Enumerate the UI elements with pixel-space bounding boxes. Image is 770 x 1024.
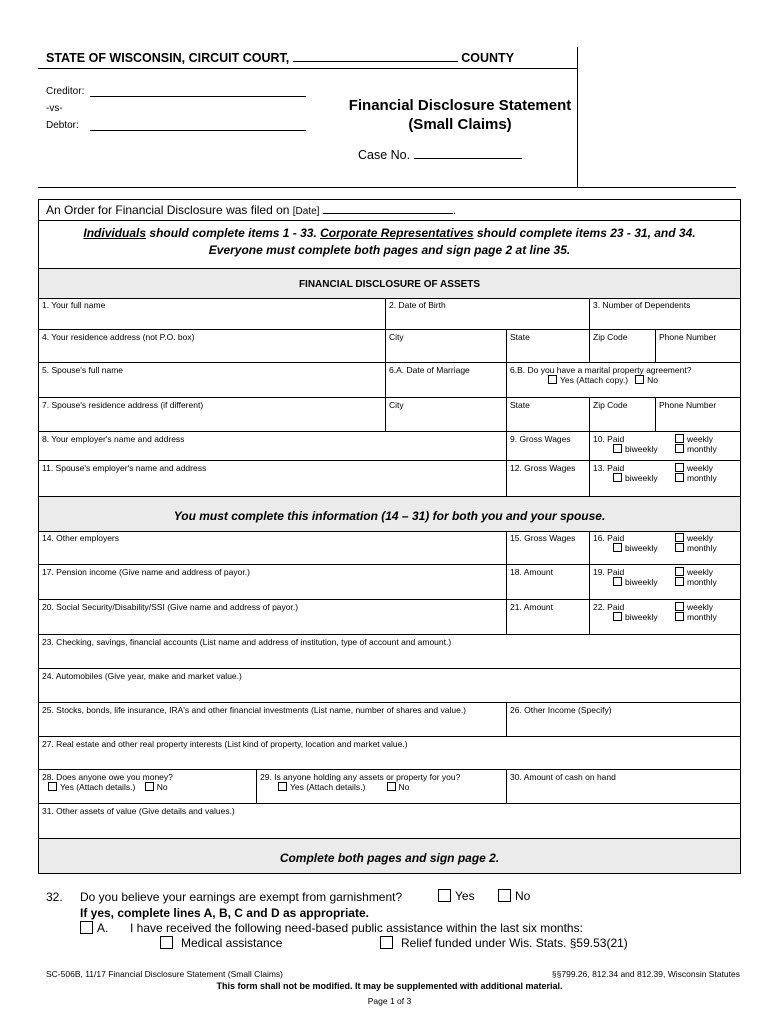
- q32-a-label: A.: [97, 921, 109, 935]
- case-no: [358, 146, 522, 162]
- paid-13-biweekly-checkbox[interactable]: [613, 473, 622, 482]
- marital-no-checkbox[interactable]: [635, 375, 644, 384]
- paid-10-biweekly-label: biweekly: [625, 444, 658, 454]
- q32-no-label: No: [515, 889, 531, 903]
- medical-assistance: [160, 936, 282, 950]
- instructions-line2: Everyone must complete both pages and sign page 2 at line 35.: [208, 243, 571, 257]
- field-gross-wages-15[interactable]: 15. Gross Wages: [507, 531, 590, 565]
- q32-yes: [438, 889, 475, 903]
- holding-assets-label: 29. Is anyone holding any assets or property for you?: [260, 772, 461, 782]
- paid-16-monthly-checkbox[interactable]: [675, 543, 684, 552]
- field-paid-22: [590, 600, 740, 635]
- case-no-field[interactable]: [414, 146, 522, 159]
- order-date-field[interactable]: [323, 202, 453, 214]
- field-date-of-birth[interactable]: 2. Date of Birth: [386, 298, 590, 330]
- paid-16-label: 16. Paid: [593, 533, 625, 543]
- field-zip[interactable]: Zip Code: [590, 330, 656, 363]
- field-spouse-employer[interactable]: 11. Spouse's employer's name and address: [39, 461, 507, 497]
- county-field[interactable]: [293, 49, 458, 62]
- holding-assets-no-label: No: [398, 782, 410, 792]
- paid-10-weekly-checkbox[interactable]: [675, 434, 684, 443]
- medical-assistance-label: Medical assistance: [181, 936, 283, 950]
- paid-13-monthly-label: monthly: [687, 473, 717, 483]
- instructions: [38, 225, 741, 259]
- form-title-line2: (Small Claims): [408, 116, 512, 133]
- paid-19-label: 19. Paid: [593, 567, 625, 577]
- order-divider: [38, 220, 741, 221]
- paid-19-monthly-checkbox[interactable]: [675, 577, 684, 586]
- field-residence-address[interactable]: 4. Your residence address (not P.O. box): [39, 330, 386, 363]
- paid-10-monthly-label: monthly: [687, 444, 717, 454]
- paid-19-biweekly-checkbox[interactable]: [613, 577, 622, 586]
- creditor-label: Creditor:: [46, 86, 85, 97]
- q32-yes-label: Yes: [455, 889, 475, 903]
- marital-no-label: No: [647, 375, 659, 385]
- field-spouse-name[interactable]: 5. Spouse's full name: [39, 363, 386, 398]
- field-dependents[interactable]: 3. Number of Dependents: [590, 298, 740, 330]
- paid-22-weekly-checkbox[interactable]: [675, 602, 684, 611]
- holding-assets-yes-label: Yes (Attach details.): [290, 782, 366, 792]
- marital-yes-checkbox[interactable]: [548, 375, 557, 384]
- order-line: [46, 202, 456, 217]
- owe-money-label: 28. Does anyone owe you money?: [42, 772, 173, 782]
- field-gross-wages-9[interactable]: 9. Gross Wages: [507, 432, 590, 461]
- creditor-field[interactable]: [90, 96, 306, 97]
- debtor-field[interactable]: [90, 130, 306, 131]
- paid-19-monthly-label: monthly: [687, 577, 717, 587]
- debtor-label: Debtor:: [46, 120, 79, 131]
- owe-money-yes-label: Yes (Attach details.): [60, 782, 136, 792]
- paid-16-weekly-checkbox[interactable]: [675, 533, 684, 542]
- paid-19-weekly-label: weekly: [687, 567, 713, 577]
- field-state[interactable]: State: [507, 330, 590, 363]
- paid-22-weekly-label: weekly: [687, 602, 713, 612]
- field-paid-19: [590, 565, 740, 600]
- holding-assets-yes-checkbox[interactable]: [278, 782, 287, 791]
- paid-13-weekly-checkbox[interactable]: [675, 463, 684, 472]
- paid-10-monthly-checkbox[interactable]: [675, 444, 684, 453]
- court-suffix: COUNTY: [461, 51, 515, 65]
- marital-yes-label: Yes (Attach copy.): [560, 375, 629, 385]
- paid-16-biweekly-checkbox[interactable]: [613, 543, 622, 552]
- paid-16-monthly-label: monthly: [687, 543, 717, 553]
- field-owe-money: [39, 770, 257, 804]
- owe-money-no-checkbox[interactable]: [145, 782, 154, 791]
- paid-16-biweekly-label: biweekly: [625, 543, 658, 553]
- paid-10-weekly-label: weekly: [687, 434, 713, 444]
- court-heading: [46, 49, 514, 65]
- field-phone[interactable]: Phone Number: [656, 330, 740, 363]
- field-paid-13: [590, 461, 740, 497]
- paid-22-biweekly-checkbox[interactable]: [613, 612, 622, 621]
- field-paid-10: [590, 432, 740, 461]
- paid-22-label: 22. Paid: [593, 602, 625, 612]
- q32-instruction-text: If yes, complete lines A, B, C and D as appropriate: [80, 906, 366, 920]
- q32-number: 32.: [46, 890, 63, 904]
- field-marital-agreement: [507, 363, 740, 398]
- paid-10-label: 10. Paid: [593, 434, 625, 444]
- field-spouse-state[interactable]: State: [507, 398, 590, 432]
- case-no-label: Case No.: [358, 148, 411, 162]
- order-period: .: [452, 203, 457, 217]
- field-pension-income[interactable]: 17. Pension income (Give name and address of payor.): [39, 565, 507, 600]
- field-investments[interactable]: 25. Stocks, bonds, life insurance, IRA's and other financial investments (List name, number of shares and value.): [39, 703, 507, 737]
- corporate-label: Corporate Representatives: [320, 226, 474, 240]
- field-other-income[interactable]: 26. Other Income (Specify): [507, 703, 740, 737]
- paid-22-biweekly-label: biweekly: [625, 612, 658, 622]
- paid-16-weekly-label: weekly: [687, 533, 713, 543]
- field-other-employers[interactable]: 14. Other employers: [39, 531, 507, 565]
- field-spouse-city[interactable]: City: [386, 398, 507, 432]
- individuals-label: Individuals: [83, 226, 147, 240]
- footer-notice: This form shall not be modified. It may be supplemented with additional material.: [216, 981, 563, 991]
- order-date-label: [Date]: [292, 206, 320, 217]
- field-amount-21[interactable]: 21. Amount: [507, 600, 590, 635]
- footer-form-id: SC-506B, 11/17 Financial Disclosure Statement (Small Claims): [46, 969, 283, 979]
- owe-money-no-label: No: [156, 782, 168, 792]
- q32-yes-checkbox[interactable]: [438, 889, 451, 902]
- field-automobiles[interactable]: 24. Automobiles (Give year, make and market value.): [39, 669, 740, 703]
- q32-question: Do you believe your earnings are exempt from garnishment?: [80, 890, 403, 904]
- field-other-assets[interactable]: 31. Other assets of value (Give details and values.): [39, 804, 740, 839]
- field-spouse-residence[interactable]: 7. Spouse's residence address (if different): [39, 398, 386, 432]
- q32-instruction: If yes, complete lines A, B, C and D as appropriate.: [80, 906, 369, 920]
- medical-assistance-checkbox[interactable]: [160, 936, 173, 949]
- relief-funded-label: Relief funded under Wis. Stats. §59.53(21): [401, 936, 628, 950]
- section-title: FINANCIAL DISCLOSURE OF ASSETS: [39, 269, 740, 299]
- q32-a-checkbox[interactable]: [80, 921, 93, 934]
- form-title: [330, 96, 590, 134]
- paid-13-label: 13. Paid: [593, 463, 625, 473]
- bottom-band: Complete both pages and sign page 2.: [39, 839, 740, 873]
- field-cash-on-hand[interactable]: 30. Amount of cash on hand: [507, 770, 740, 804]
- field-date-of-marriage[interactable]: 6.A. Date of Marriage: [386, 363, 507, 398]
- header-divider-bottom: [38, 187, 736, 188]
- owe-money-yes-checkbox[interactable]: [48, 782, 57, 791]
- spouse-band: You must complete this information (14 – 31) for both you and your spouse.: [39, 497, 740, 532]
- field-city[interactable]: City: [386, 330, 507, 363]
- paid-10-biweekly-checkbox[interactable]: [613, 444, 622, 453]
- field-real-estate[interactable]: 27. Real estate and other real property interests (List kind of property, location and market value.): [39, 737, 740, 770]
- q32-no: [498, 889, 530, 903]
- paid-19-biweekly-label: biweekly: [625, 577, 658, 587]
- marital-agreement-label: 6.B. Do you have a marital property agreement?: [510, 365, 692, 375]
- field-spouse-zip[interactable]: Zip Code: [590, 398, 656, 432]
- field-amount-18[interactable]: 18. Amount: [507, 565, 590, 600]
- field-employer[interactable]: 8. Your employer's name and address: [39, 432, 507, 461]
- header-divider-top: [38, 68, 578, 69]
- paid-19-weekly-checkbox[interactable]: [675, 567, 684, 576]
- relief-funded: [380, 936, 628, 950]
- relief-funded-checkbox[interactable]: [380, 936, 393, 949]
- field-spouse-phone[interactable]: Phone Number: [656, 398, 740, 432]
- holding-assets-no-checkbox[interactable]: [387, 782, 396, 791]
- q32-a-text: I have received the following need-based public assistance within the last six months:: [130, 921, 583, 935]
- paid-22-monthly-label: monthly: [687, 612, 717, 622]
- field-social-security[interactable]: 20. Social Security/Disability/SSI (Give name and address of payor.): [39, 600, 507, 635]
- field-holding-assets: [257, 770, 507, 804]
- paid-13-weekly-label: weekly: [687, 463, 713, 473]
- instructions-part1: should complete items 1 - 33.: [146, 226, 321, 240]
- field-full-name[interactable]: 1. Your full name: [39, 298, 386, 330]
- footer-page: Page 1 of 3: [367, 996, 412, 1006]
- paid-13-biweekly-label: biweekly: [625, 473, 658, 483]
- order-prefix: An Order for Financial Disclosure was filed on: [46, 203, 290, 217]
- court-prefix: STATE OF WISCONSIN, CIRCUIT COURT,: [46, 51, 290, 65]
- q32-no-checkbox[interactable]: [498, 889, 511, 902]
- field-paid-16: [590, 531, 740, 565]
- vs-label: -vs-: [46, 103, 63, 114]
- field-gross-wages-12[interactable]: 12. Gross Wages: [507, 461, 590, 497]
- paid-22-monthly-checkbox[interactable]: [675, 612, 684, 621]
- field-financial-accounts[interactable]: 23. Checking, savings, financial accounts (List name and address of institution, type of account and amount.): [39, 635, 740, 669]
- instructions-part2: should complete items 23 - 31, and 34.: [473, 226, 696, 240]
- q32-a: [80, 921, 108, 935]
- footer-statutes: §§799.26, 812.34 and 812.39, Wisconsin Statutes: [551, 969, 740, 979]
- paid-13-monthly-checkbox[interactable]: [675, 473, 684, 482]
- form-title-line1: Financial Disclosure Statement: [348, 97, 572, 114]
